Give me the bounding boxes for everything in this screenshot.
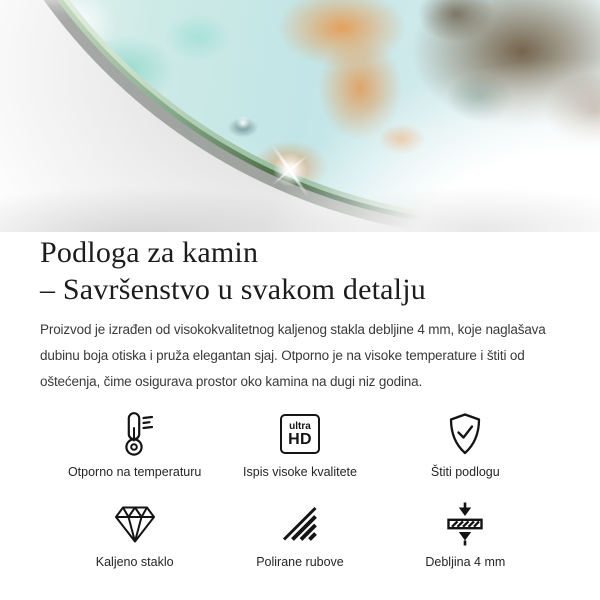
thermometer-icon xyxy=(52,411,217,457)
title-line-1: Podloga za kamin xyxy=(40,236,259,269)
features-grid xyxy=(52,411,548,569)
sparkle-glint-icon xyxy=(258,138,322,202)
feature-label: Kaljeno staklo xyxy=(95,555,174,569)
product-image xyxy=(0,0,600,232)
small-glint-icon xyxy=(236,116,250,130)
compressed-thickness-icon xyxy=(383,501,548,547)
ultra-hd-badge xyxy=(280,414,320,454)
feature-label: Debljina 4 mm xyxy=(425,555,506,569)
polished-edges-icon xyxy=(217,501,382,547)
product-description: Proizvod je izrađen od visokokvalitetnog kaljenog stakla debljine 4 mm, koje naglašava dubinu boja otiska i pruža elegantan sjaj. Otporno je na visoke temperature i štiti od oštećenja, čime osigurava prostor oko kamina na dugi niz godina. xyxy=(40,322,546,389)
ultra-hd-text-bottom: HD xyxy=(288,430,312,448)
title-line-2: – Savršenstvo u svakom detalju xyxy=(40,273,426,306)
feature-label: Polirane rubove xyxy=(256,555,344,569)
feature-label: Otporno na temperaturu xyxy=(67,465,202,479)
sparkle-glow xyxy=(272,152,308,188)
feature-label: Ispis visoke kvalitete xyxy=(243,465,357,479)
ultra-hd-text-top: ultra xyxy=(289,420,311,432)
feature-tempered-glass xyxy=(52,501,217,569)
feature-thickness-4mm xyxy=(383,501,548,569)
feature-polished-edges xyxy=(217,501,382,569)
product-info-section xyxy=(0,234,600,569)
feature-high-quality-print xyxy=(217,411,382,479)
feature-label: Štiti podlogu xyxy=(430,465,500,479)
diamond-icon xyxy=(52,501,217,547)
page-title xyxy=(40,234,560,308)
shield-check-icon xyxy=(383,411,548,457)
feature-protects-surface xyxy=(383,411,548,479)
ultra-hd-icon xyxy=(217,411,382,457)
feature-temperature-resistant xyxy=(52,411,217,479)
